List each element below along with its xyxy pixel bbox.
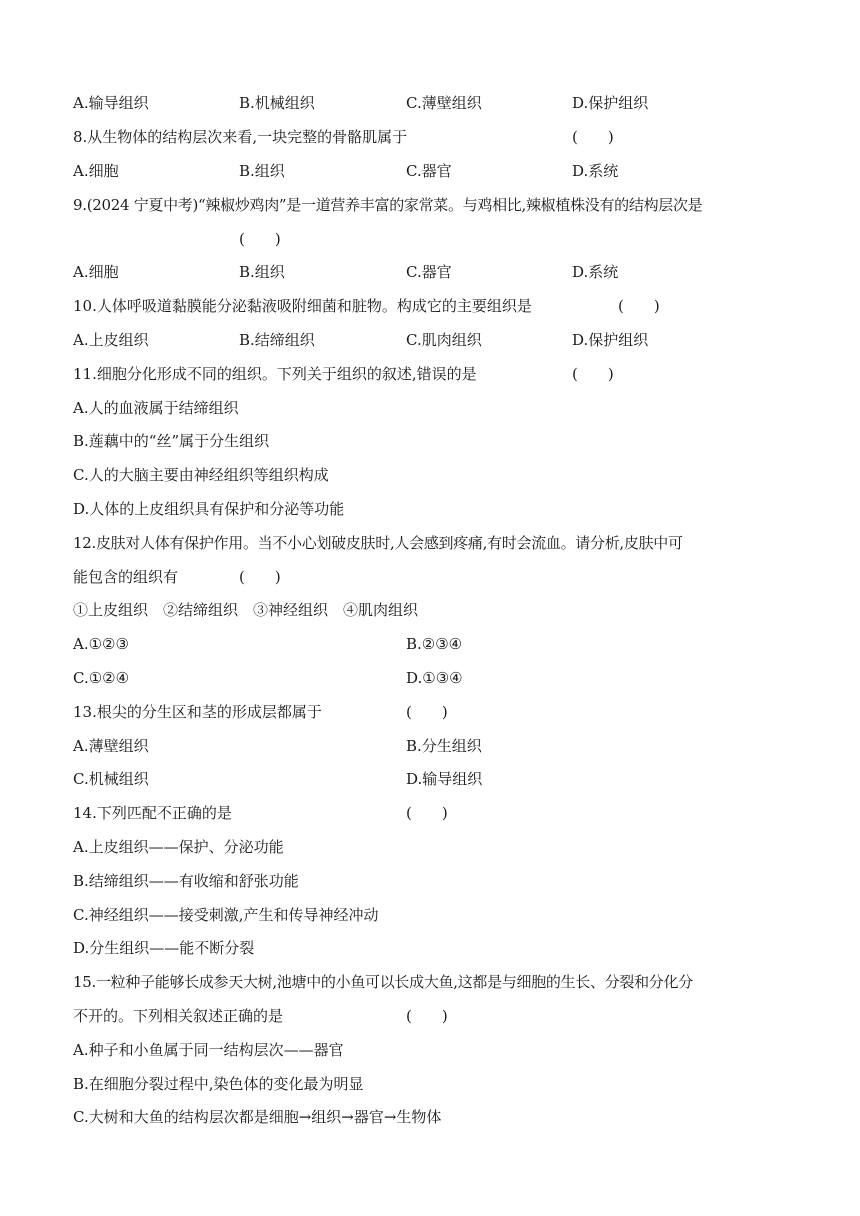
option-d: D.①③④ xyxy=(406,669,463,687)
option-a: A.输导组织 xyxy=(73,94,149,112)
option-d: D.保护组织 xyxy=(572,94,649,112)
answer-blank: ( ) xyxy=(406,804,448,822)
option-c: C.器官 xyxy=(406,162,452,180)
option-c: C.大树和大鱼的结构层次都是细胞→组织→器官→生物体 xyxy=(73,1108,442,1126)
option-a: A.上皮组织——保护、分泌功能 xyxy=(73,838,284,856)
option-c: C.人的大脑主要由神经组织等组织构成 xyxy=(73,466,329,484)
option-d: D.输导组织 xyxy=(406,770,483,788)
option-b: B.机械组织 xyxy=(239,94,315,112)
option-a: A.①②③ xyxy=(73,635,129,653)
option-d: D.分生组织——能不断分裂 xyxy=(73,939,255,957)
question-8-stem: 8.从生物体的结构层次来看,一块完整的骨骼肌属于 xyxy=(73,128,408,146)
option-c: C.肌肉组织 xyxy=(406,331,482,349)
question-15-stem-line-2: 不开的。下列相关叙述正确的是 xyxy=(73,1007,284,1025)
option-b: B.结缔组织——有收缩和舒张功能 xyxy=(73,872,299,890)
option-c: C.①②④ xyxy=(73,669,130,687)
option-b: B.在细胞分裂过程中,染色体的变化最为明显 xyxy=(73,1075,364,1093)
option-d: D.人体的上皮组织具有保护和分泌等功能 xyxy=(73,500,345,518)
answer-blank: ( ) xyxy=(239,230,281,248)
question-12-stem-line-1: 12.皮肤对人体有保护作用。当不小心划破皮肤时,人会感到疼痛,有时会流血。请分析,皮肤中可 xyxy=(73,534,683,552)
option-b: B.结缔组织 xyxy=(239,331,315,349)
question-11-stem: 11.细胞分化形成不同的组织。下列关于组织的叙述,错误的是 xyxy=(73,365,477,383)
option-d: D.系统 xyxy=(572,263,619,281)
option-b: B.分生组织 xyxy=(406,737,482,755)
option-c: C.机械组织 xyxy=(73,770,149,788)
option-b: B.②③④ xyxy=(406,635,463,653)
answer-blank: ( ) xyxy=(406,703,448,721)
option-a: A.种子和小鱼属于同一结构层次——器官 xyxy=(73,1041,344,1059)
answer-blank: ( ) xyxy=(239,568,281,586)
answer-blank: ( ) xyxy=(572,128,614,146)
question-14-stem: 14.下列匹配不正确的是 xyxy=(73,804,232,822)
option-c: C.器官 xyxy=(406,263,452,281)
option-b: B.组织 xyxy=(239,162,285,180)
question-15-stem-line-1: 15.一粒种子能够长成参天大树,池塘中的小鱼可以长成大鱼,这都是与细胞的生长、分裂和分化分 xyxy=(73,973,693,991)
option-a: A.上皮组织 xyxy=(73,331,149,349)
option-c: C.神经组织——接受刺激,产生和传导神经冲动 xyxy=(73,906,379,924)
option-a: A.细胞 xyxy=(73,263,119,281)
answer-blank: ( ) xyxy=(406,1007,448,1025)
question-12-stem-line-2: 能包含的组织有 xyxy=(73,568,179,586)
option-a: A.薄壁组织 xyxy=(73,737,149,755)
question-10-stem: 10.人体呼吸道黏膜能分泌黏液吸附细菌和脏物。构成它的主要组织是 xyxy=(73,297,532,315)
answer-blank: ( ) xyxy=(572,365,614,383)
option-d: D.保护组织 xyxy=(572,331,649,349)
answer-blank: ( ) xyxy=(618,297,660,315)
question-12-items: ①上皮组织 ②结缔组织 ③神经组织 ④肌肉组织 xyxy=(73,601,419,619)
option-c: C.薄壁组织 xyxy=(406,94,482,112)
option-a: A.细胞 xyxy=(73,162,119,180)
option-b: B.组织 xyxy=(239,263,285,281)
question-9-stem: 9.(2024 宁夏中考)“辣椒炒鸡肉”是一道营养丰富的家常菜。与鸡相比,辣椒植株没有的结构层次是 xyxy=(73,196,703,214)
question-13-stem: 13.根尖的分生区和茎的形成层都属于 xyxy=(73,703,322,721)
option-b: B.莲藕中的“丝”属于分生组织 xyxy=(73,432,270,450)
option-a: A.人的血液属于结缔组织 xyxy=(73,399,239,417)
option-d: D.系统 xyxy=(572,162,619,180)
